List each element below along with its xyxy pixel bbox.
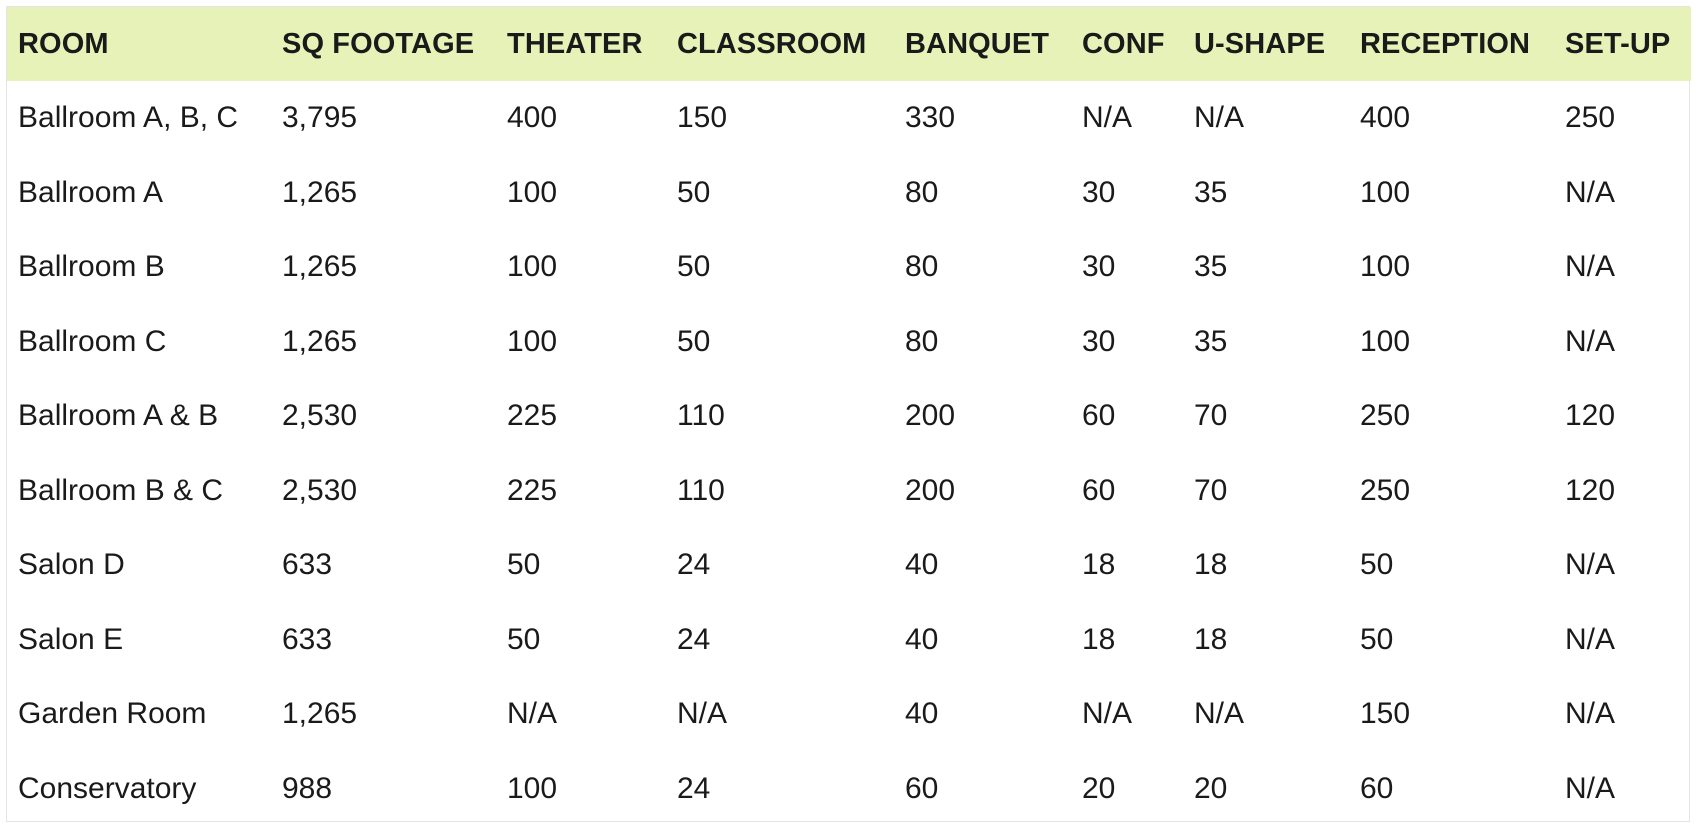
cell-set-up: N/A bbox=[1565, 622, 1616, 656]
cell-conf: 18 bbox=[1082, 548, 1116, 582]
cell-classroom: 110 bbox=[677, 473, 725, 507]
cell-conf: 30 bbox=[1082, 324, 1116, 358]
cell-reception: 50 bbox=[1360, 622, 1394, 656]
header-conf: CONF bbox=[1082, 27, 1165, 60]
cell-sq-footage: 1,265 bbox=[282, 175, 358, 209]
cell-room: Ballroom A, B, C bbox=[18, 101, 239, 135]
cell-room: Ballroom C bbox=[18, 324, 167, 358]
cell-sq-footage: 1,265 bbox=[282, 250, 358, 284]
cell-sq-footage: 1,265 bbox=[282, 324, 358, 358]
cell-theater: 225 bbox=[507, 399, 558, 433]
table-row bbox=[7, 230, 1691, 305]
cell-reception: 100 bbox=[1360, 175, 1411, 209]
cell-banquet: 200 bbox=[905, 473, 956, 507]
header-set-up: SET-UP bbox=[1565, 27, 1671, 60]
header-reception: RECEPTION bbox=[1360, 27, 1531, 60]
cell-theater: 100 bbox=[507, 324, 558, 358]
cell-room: Ballroom A & B bbox=[18, 399, 219, 433]
cell-u-shape: 35 bbox=[1194, 250, 1228, 284]
cell-room: Salon D bbox=[18, 548, 125, 582]
cell-sq-footage: 633 bbox=[282, 622, 333, 656]
cell-classroom: 110 bbox=[677, 399, 725, 433]
cell-sq-footage: 2,530 bbox=[282, 473, 358, 507]
cell-theater: 50 bbox=[507, 548, 541, 582]
table-header-row bbox=[7, 7, 1691, 81]
table-row bbox=[7, 528, 1691, 603]
cell-theater: 225 bbox=[507, 473, 558, 507]
cell-conf: N/A bbox=[1082, 697, 1133, 731]
cell-classroom: 24 bbox=[677, 548, 711, 582]
table-row bbox=[7, 156, 1691, 231]
cell-set-up: N/A bbox=[1565, 175, 1616, 209]
table-row bbox=[7, 752, 1691, 827]
cell-reception: 100 bbox=[1360, 324, 1411, 358]
room-capacity-table bbox=[7, 7, 1691, 826]
cell-room: Ballroom B & C bbox=[18, 473, 224, 507]
cell-u-shape: 70 bbox=[1194, 473, 1228, 507]
cell-conf: 30 bbox=[1082, 175, 1116, 209]
cell-sq-footage: 3,795 bbox=[282, 101, 358, 135]
cell-room: Salon E bbox=[18, 622, 124, 656]
cell-set-up: N/A bbox=[1565, 250, 1616, 284]
cell-sq-footage: 2,530 bbox=[282, 399, 358, 433]
cell-u-shape: 20 bbox=[1194, 771, 1228, 805]
cell-set-up: N/A bbox=[1565, 548, 1616, 582]
cell-sq-footage: 1,265 bbox=[282, 697, 358, 731]
cell-set-up: 120 bbox=[1565, 399, 1616, 433]
cell-banquet: 80 bbox=[905, 175, 939, 209]
table-body bbox=[7, 81, 1691, 826]
header-theater: THEATER bbox=[507, 27, 643, 60]
cell-sq-footage: 988 bbox=[282, 771, 333, 805]
cell-banquet: 40 bbox=[905, 697, 939, 731]
cell-u-shape: 18 bbox=[1194, 622, 1228, 656]
table-row bbox=[7, 454, 1691, 529]
cell-reception: 100 bbox=[1360, 250, 1411, 284]
cell-sq-footage: 633 bbox=[282, 548, 333, 582]
cell-set-up: N/A bbox=[1565, 324, 1616, 358]
cell-u-shape: 35 bbox=[1194, 175, 1228, 209]
cell-u-shape: N/A bbox=[1194, 697, 1245, 731]
cell-reception: 50 bbox=[1360, 548, 1394, 582]
cell-banquet: 200 bbox=[905, 399, 956, 433]
cell-banquet: 40 bbox=[905, 548, 939, 582]
cell-set-up: N/A bbox=[1565, 771, 1616, 805]
cell-room: Ballroom B bbox=[18, 250, 165, 284]
cell-conf: 18 bbox=[1082, 622, 1116, 656]
table-row bbox=[7, 305, 1691, 380]
header-banquet: BANQUET bbox=[905, 27, 1050, 60]
cell-theater: N/A bbox=[507, 697, 558, 731]
cell-set-up: N/A bbox=[1565, 697, 1616, 731]
cell-classroom: 24 bbox=[677, 622, 711, 656]
cell-conf: 60 bbox=[1082, 399, 1116, 433]
cell-reception: 250 bbox=[1360, 473, 1411, 507]
cell-room: Garden Room bbox=[18, 697, 207, 731]
cell-banquet: 60 bbox=[905, 771, 939, 805]
cell-classroom: 24 bbox=[677, 771, 711, 805]
table-row bbox=[7, 379, 1691, 454]
cell-banquet: 330 bbox=[905, 101, 956, 135]
cell-reception: 400 bbox=[1360, 101, 1411, 135]
cell-banquet: 40 bbox=[905, 622, 939, 656]
cell-conf: 20 bbox=[1082, 771, 1116, 805]
cell-reception: 60 bbox=[1360, 771, 1394, 805]
cell-room: Ballroom A bbox=[18, 175, 164, 209]
cell-classroom: 150 bbox=[677, 101, 728, 135]
header-classroom: CLASSROOM bbox=[677, 27, 867, 60]
table-row bbox=[7, 81, 1691, 156]
cell-classroom: 50 bbox=[677, 175, 711, 209]
cell-theater: 50 bbox=[507, 622, 541, 656]
cell-conf: N/A bbox=[1082, 101, 1133, 135]
cell-reception: 250 bbox=[1360, 399, 1411, 433]
cell-u-shape: 35 bbox=[1194, 324, 1228, 358]
header-sq-footage: SQ FOOTAGE bbox=[282, 27, 475, 60]
cell-theater: 400 bbox=[507, 101, 558, 135]
cell-theater: 100 bbox=[507, 250, 558, 284]
cell-set-up: 250 bbox=[1565, 101, 1616, 135]
cell-classroom: 50 bbox=[677, 324, 711, 358]
table-row bbox=[7, 603, 1691, 678]
header-u-shape: U-SHAPE bbox=[1194, 27, 1326, 60]
cell-banquet: 80 bbox=[905, 250, 939, 284]
header-room: ROOM bbox=[18, 27, 109, 60]
cell-u-shape: 70 bbox=[1194, 399, 1228, 433]
cell-conf: 60 bbox=[1082, 473, 1116, 507]
cell-conf: 30 bbox=[1082, 250, 1116, 284]
cell-theater: 100 bbox=[507, 771, 558, 805]
cell-classroom: N/A bbox=[677, 697, 728, 731]
table-row bbox=[7, 677, 1691, 752]
cell-u-shape: 18 bbox=[1194, 548, 1228, 582]
cell-set-up: 120 bbox=[1565, 473, 1616, 507]
cell-banquet: 80 bbox=[905, 324, 939, 358]
cell-reception: 150 bbox=[1360, 697, 1411, 731]
cell-classroom: 50 bbox=[677, 250, 711, 284]
cell-theater: 100 bbox=[507, 175, 558, 209]
cell-room: Conservatory bbox=[18, 771, 197, 805]
cell-u-shape: N/A bbox=[1194, 101, 1245, 135]
